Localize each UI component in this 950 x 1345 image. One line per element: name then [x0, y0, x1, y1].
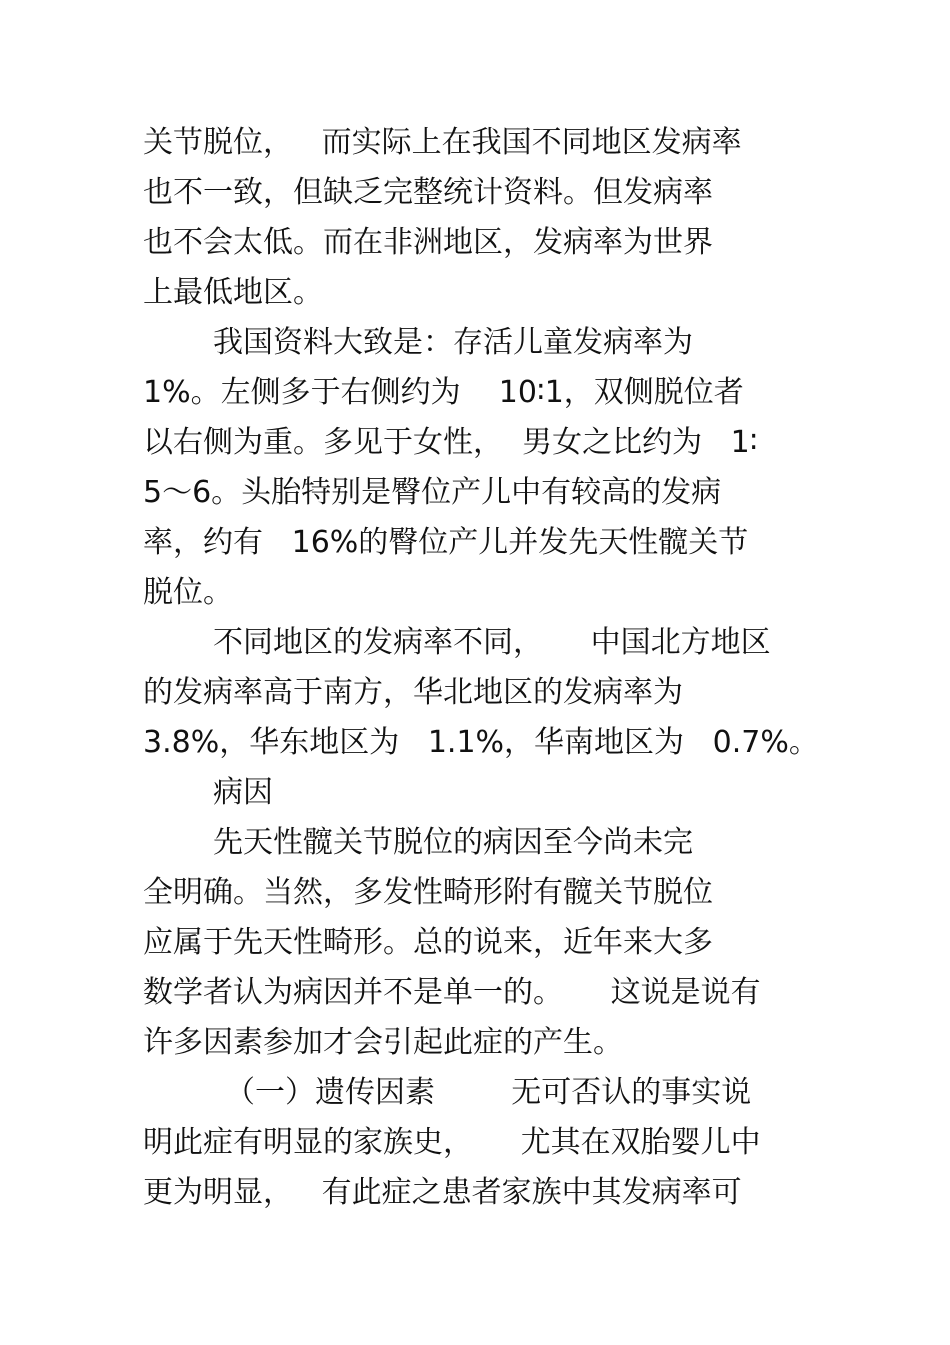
section-heading: 病因: [213, 775, 273, 810]
text-line: 全明确。当然，多发性畸形附有髋关节脱位: [143, 875, 713, 910]
paragraph-start-line: 先天性髋关节脱位的病因至今尚未完: [213, 825, 693, 860]
paragraph-start-line: 我国资料大致是：存活儿童发病率为: [213, 325, 693, 360]
text-line: 上最低地区。: [143, 275, 323, 310]
text-line: 5～6。头胎特别是臀位产儿中有较高的发病: [143, 475, 722, 510]
text-line: 明此症有明显的家族史， 尤其在双胎婴儿中: [143, 1125, 761, 1160]
text-line: 3.8%，华东地区为 1.1%，华南地区为 0.7%。: [143, 725, 819, 760]
text-line: 也不一致，但缺乏完整统计资料。但发病率: [143, 175, 713, 210]
text-line: 以右侧为重。多见于女性， 男女之比约为 1∶: [143, 425, 758, 460]
text-line: 1%。左侧多于右侧约为 10∶1，双侧脱位者: [143, 375, 744, 410]
text-line: 的发病率高于南方，华北地区的发病率为: [143, 675, 683, 710]
text-line: 率，约有 16%的臀位产儿并发先天性髋关节: [143, 525, 749, 560]
text-line: 更为明显， 有此症之患者家族中其发病率可: [143, 1175, 742, 1210]
text-line: 许多因素参加才会引起此症的产生。: [143, 1025, 623, 1060]
text-line: 应属于先天性畸形。总的说来，近年来大多: [143, 925, 713, 960]
text-line: 数学者认为病因并不是单一的。 这说是说有: [143, 975, 761, 1010]
text-line: 关节脱位， 而实际上在我国不同地区发病率: [143, 125, 742, 160]
paragraph-start-line: 不同地区的发病率不同， 中国北方地区: [213, 625, 771, 660]
subsection-start-line: （一）遗传因素 无可否认的事实说: [225, 1075, 752, 1110]
text-line: 脱位。: [143, 575, 233, 610]
text-line: 也不会太低。而在非洲地区，发病率为世界: [143, 225, 713, 260]
